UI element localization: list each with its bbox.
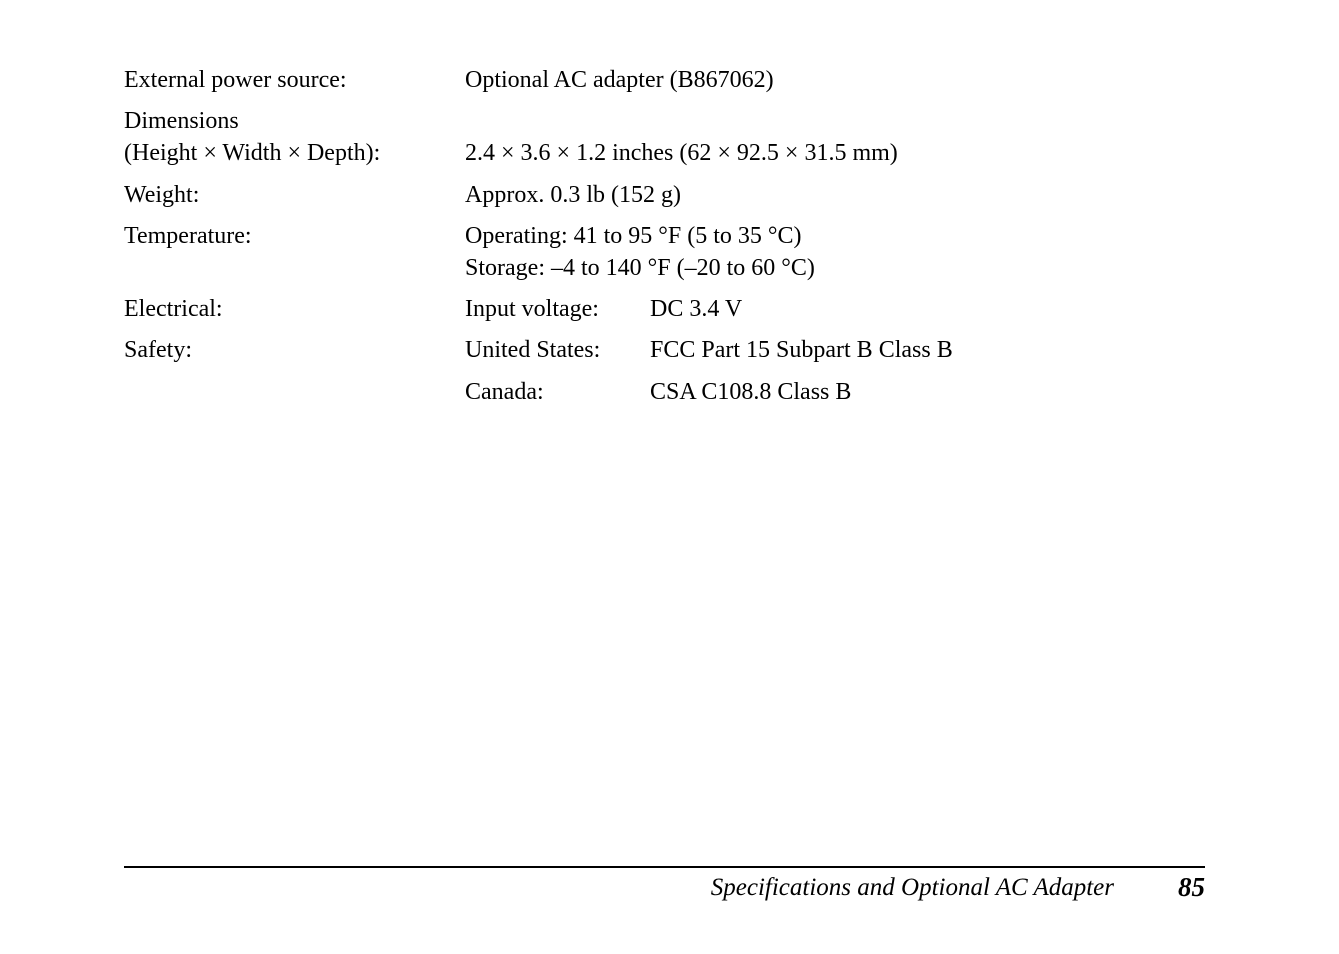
spec-value	[465, 179, 1224, 211]
spec-row-weight	[124, 179, 1224, 211]
input-voltage-value: DC 3.4 V	[650, 296, 743, 322]
spec-row-external-power	[124, 64, 1224, 96]
spec-label	[124, 334, 465, 408]
spec-row-temperature	[124, 220, 1224, 284]
electrical-label: Electrical:	[124, 296, 223, 322]
spec-label	[124, 179, 465, 211]
spec-label	[124, 64, 465, 96]
spec-value	[465, 105, 1224, 169]
spec-value	[465, 334, 1224, 408]
spec-label	[124, 220, 465, 284]
external-power-value: Optional AC adapter (B867062)	[465, 67, 774, 93]
spec-label	[124, 293, 465, 325]
page-number: 85	[1178, 872, 1205, 902]
spec-value	[465, 293, 1224, 325]
external-power-label: External power source:	[124, 67, 347, 93]
weight-value: Approx. 0.3 lb (152 g)	[465, 182, 681, 208]
input-voltage-key: Input voltage:	[465, 296, 599, 322]
dimensions-label-line2: (Height × Width × Depth):	[124, 140, 381, 166]
safety-sub-row-canada	[465, 376, 1224, 408]
spec-row-electrical	[124, 293, 1224, 325]
safety-key-canada: Canada:	[465, 379, 544, 405]
dimensions-label-line1: Dimensions	[124, 108, 239, 134]
temperature-operating: Operating: 41 to 95 °F (5 to 35 °C)	[465, 223, 802, 249]
electrical-sub-row	[465, 293, 1224, 325]
spec-label	[124, 105, 465, 169]
spec-row-safety	[124, 334, 1224, 408]
safety-key-us: United States:	[465, 337, 601, 363]
temperature-storage: Storage: –4 to 140 °F (–20 to 60 °C)	[465, 255, 815, 281]
weight-label: Weight:	[124, 182, 200, 208]
safety-label: Safety:	[124, 337, 192, 363]
specifications-table	[124, 64, 1224, 408]
spec-value	[465, 220, 1224, 284]
temperature-label: Temperature:	[124, 223, 252, 249]
footer-divider	[124, 866, 1205, 868]
footer-section-title: Specifications and Optional AC Adapter	[710, 874, 1114, 901]
spec-value	[465, 64, 1224, 96]
safety-sub-row-us	[465, 334, 1224, 366]
safety-value-us: FCC Part 15 Subpart B Class B	[650, 337, 953, 363]
spec-row-dimensions	[124, 105, 1224, 169]
safety-value-canada: CSA C108.8 Class B	[650, 379, 852, 405]
dimensions-value: 2.4 × 3.6 × 1.2 inches (62 × 92.5 × 31.5 mm)	[465, 140, 898, 166]
